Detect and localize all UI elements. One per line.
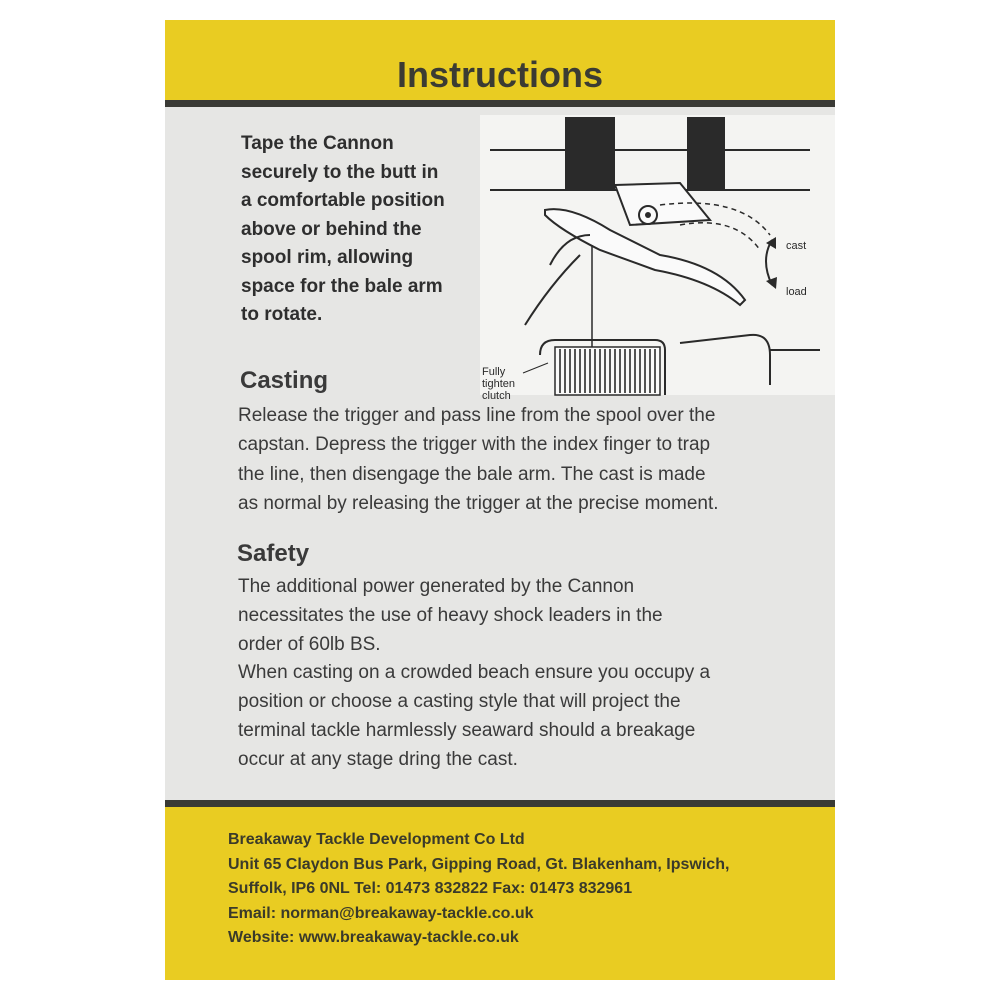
intro-line: space for the bale arm — [241, 275, 443, 297]
intro-line: securely to the butt in — [241, 161, 439, 183]
casting-heading: Casting — [240, 367, 329, 394]
footer-divider — [165, 800, 835, 807]
website-line: Website: www.breakaway-tackle.co.uk — [228, 929, 519, 946]
email-line: Email: norman@breakaway-tackle.co.uk — [228, 904, 534, 922]
casting-paragraph — [238, 401, 719, 518]
load-label: load — [786, 286, 807, 298]
safety-paragraph — [238, 573, 710, 775]
intro-line: to rotate. — [241, 304, 323, 325]
header-band — [165, 20, 835, 100]
casting-line: the line, then disengage the bale arm. The cast is made — [238, 463, 706, 485]
page-title: Instructions — [396, 54, 603, 96]
safety-heading: Safety — [237, 540, 310, 567]
safety-line: terminal tackle harmlessly seaward should a breakage — [238, 719, 696, 741]
address-phone-line: Suffolk, IP6 0NL Tel: 01473 832822 Fax: 01473 832961 — [228, 880, 633, 897]
casting-line: Release the trigger and pass line from the spool over the — [238, 405, 716, 426]
address-line: Unit 65 Claydon Bus Park, Gipping Road, Gt. Blakenham, Ipswich, — [228, 855, 730, 873]
company-name: Breakaway Tackle Development Co Ltd — [228, 831, 525, 848]
reel-illustration — [480, 115, 835, 402]
safety-line: occur at any stage dring the cast. — [238, 748, 518, 770]
clutch-label: tighten — [482, 378, 516, 390]
clutch-label: Fully — [482, 366, 506, 378]
safety-line: position or choose a casting style that will project the — [238, 691, 681, 713]
header-divider — [165, 100, 835, 107]
intro-line: a comfortable position — [241, 190, 445, 211]
contact-block — [228, 828, 729, 951]
tape-band — [687, 117, 725, 190]
safety-line: The additional power generated by the Cannon — [238, 576, 635, 597]
safety-line: When casting on a crowded beach ensure you occupy a — [238, 662, 711, 684]
cast-label: cast — [786, 240, 807, 252]
intro-line: Tape the Cannon — [241, 133, 394, 154]
safety-line: order of 60lb BS. — [238, 633, 381, 655]
cannon-pivot-center — [645, 212, 651, 218]
reel-diagram — [480, 115, 835, 402]
casting-line: as normal by releasing the trigger at the precise moment. — [238, 492, 719, 514]
casting-line: capstan. Depress the trigger with the index finger to trap — [238, 434, 711, 456]
intro-paragraph — [241, 130, 491, 330]
instruction-card — [165, 20, 835, 980]
tape-band — [565, 117, 615, 190]
intro-line: above or behind the — [241, 218, 422, 240]
intro-line: spool rim, allowing — [241, 247, 414, 268]
clutch-label: clutch — [482, 390, 511, 402]
safety-line: necessitates the use of heavy shock leaders in the — [238, 604, 663, 626]
